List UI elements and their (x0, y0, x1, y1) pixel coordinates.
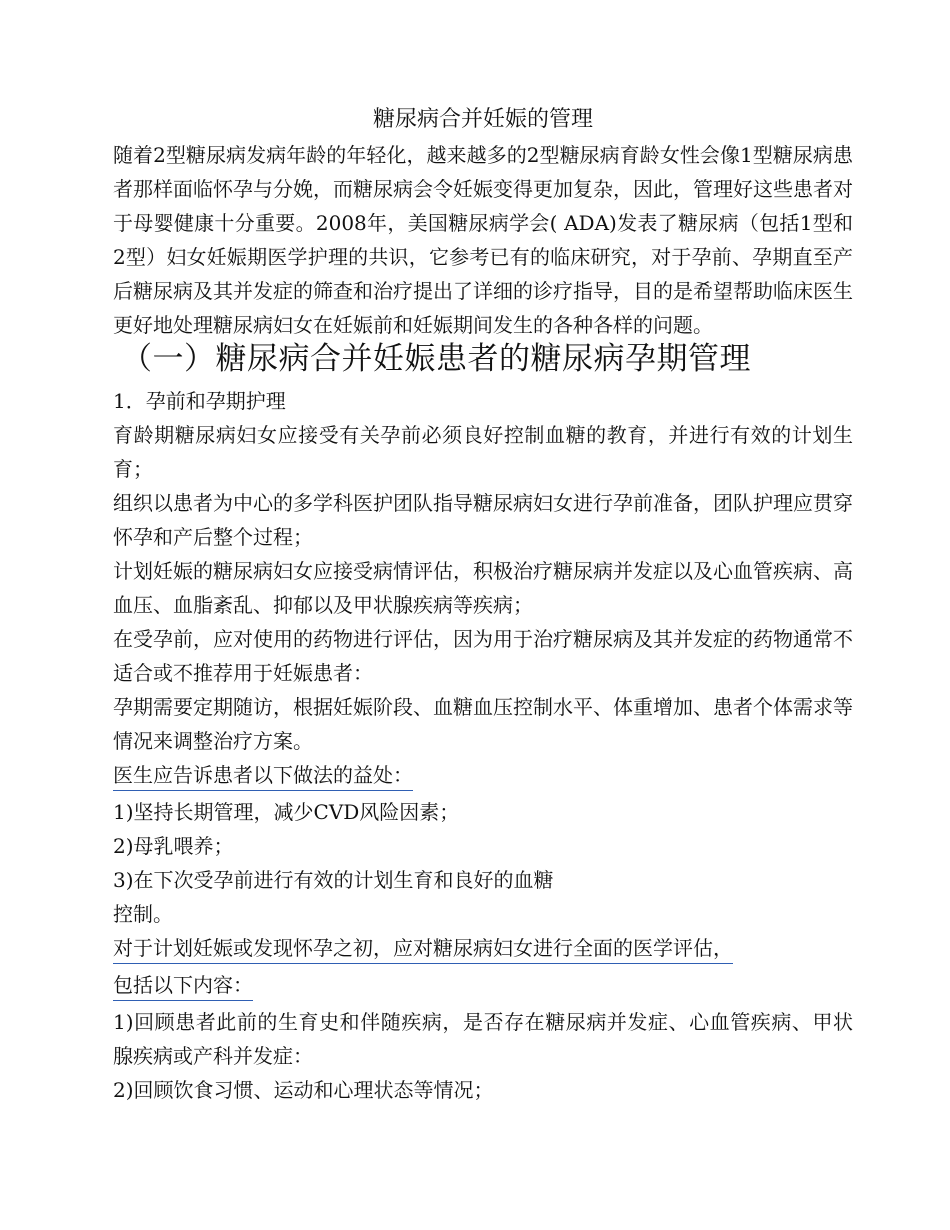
section-heading: （一）糖尿病合并妊娠患者的糖尿病孕期管理 (121, 341, 751, 377)
assessment-intro-text-2: 包括以下内容： (113, 970, 253, 1001)
care-paragraph-4: 在受孕前，应对使用的药物进行评估，因为用于治疗糖尿病及其并发症的药物通常不适合或不推荐用于妊娠患者： (113, 627, 853, 685)
assessment-intro-line-2 (113, 968, 853, 1005)
care-paragraph-1: 育龄期糖尿病妇女应接受有关孕前必须良好控制血糖的教育，并进行有效的计划生育； (113, 423, 853, 481)
intro-paragraph: 随着2型糖尿病发病年龄的年轻化，越来越多的2型糖尿病育龄女性会像1型糖尿病患者那样面临怀孕与分娩，而糖尿病会令妊娠变得更加复杂，因此，管理好这些患者对于母婴健康十分重要。2008年，美国糖尿病学会( ADA)发表了糖尿病（包括1型和2型）妇女妊娠期医学护理的共识，它参考已有的临床研究，对于孕前、孕期直至产后糖尿病及其并发症的筛查和治疗提出了详细的诊疗指导，目的是希望帮助临床医生更好地处理糖尿病妇女在妊娠前和妊娠期间发生的各种各样的问题。 (113, 143, 853, 337)
care-paragraph-2: 组织以患者为中心的多学科医护团队指导糖尿病妇女进行孕前准备，团队护理应贯穿怀孕和产后整个过程； (113, 491, 853, 549)
care-paragraph-5: 孕期需要定期随访，根据妊娠阶段、血糖血压控制水平、体重增加、患者个体需求等情况来调整治疗方案。 (113, 695, 853, 753)
assessment-intro-text-1: 对于计划妊娠或发现怀孕之初，应对糖尿病妇女进行全面的医学评估， (113, 933, 733, 964)
subsection-heading: 1．孕前和孕期护理 (113, 389, 286, 413)
care-paragraph-3: 计划妊娠的糖尿病妇女应接受病情评估，积极治疗糖尿病并发症以及心血管疾病、高血压、血脂紊乱、抑郁以及甲状腺疾病等疾病； (113, 559, 853, 617)
assessment-intro-line-1 (113, 931, 853, 968)
benefit-item: 2)母乳喂养； (113, 834, 234, 858)
benefits-intro-line (113, 758, 853, 795)
benefit-item: 3)在下次受孕前进行有效的计划生育和良好的血糖 (113, 868, 554, 892)
document-title: 糖尿病合并妊娠的管理 (372, 107, 593, 132)
document-body (113, 102, 853, 1107)
benefit-item: 1)坚持长期管理，减少CVD风险因素； (113, 800, 460, 824)
assessment-item: 2)回顾饮食习惯、运动和心理状态等情况； (113, 1078, 494, 1102)
benefit-item: 控制。 (113, 902, 173, 926)
assessment-item: 1)回顾患者此前的生育史和伴随疾病，是否存在糖尿病并发症、心血管疾病、甲状腺疾病或产科并发症： (113, 1010, 853, 1068)
benefits-intro-text: 医生应告诉患者以下做法的益处： (113, 760, 413, 791)
